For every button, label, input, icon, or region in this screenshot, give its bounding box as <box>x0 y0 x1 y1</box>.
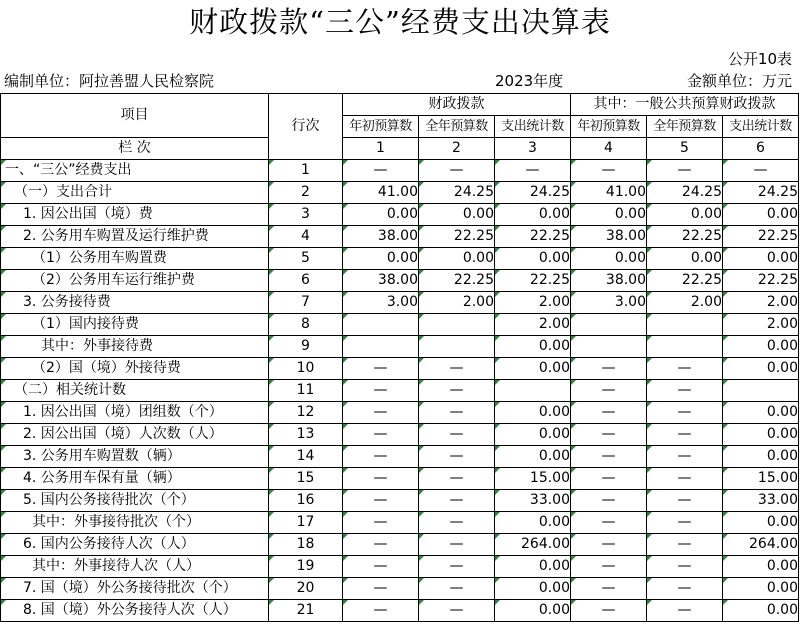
value-cell: — <box>343 402 419 424</box>
row-item-label: 7. 国（境）外公务接待批次（个） <box>1 578 269 600</box>
row-number: 5 <box>269 248 343 270</box>
value-cell: — <box>343 468 419 490</box>
value-cell: — <box>419 600 495 622</box>
header-row-no: 行次 <box>269 94 343 160</box>
row-number: 6 <box>269 270 343 292</box>
value-cell: — <box>571 534 647 556</box>
value-cell: 0.00 <box>723 446 799 468</box>
value-cell: 0.00 <box>495 402 571 424</box>
row-item-label: （一）支出合计 <box>1 182 269 204</box>
table-row <box>1 336 799 358</box>
value-cell <box>343 314 419 336</box>
expense-table-body <box>1 160 799 622</box>
value-cell: — <box>647 468 723 490</box>
table-row <box>1 358 799 380</box>
value-cell: — <box>343 424 419 446</box>
value-cell: — <box>647 578 723 600</box>
value-cell: 2.00 <box>495 314 571 336</box>
value-cell: 33.00 <box>723 490 799 512</box>
column-number: 1 <box>343 138 419 160</box>
value-cell: — <box>343 160 419 182</box>
row-item-label: （2）公务用车运行维护费 <box>1 270 269 292</box>
row-number: 10 <box>269 358 343 380</box>
header-item: 项目 <box>1 94 269 138</box>
value-cell: 264.00 <box>723 534 799 556</box>
value-cell: 0.00 <box>343 248 419 270</box>
table-row <box>1 380 799 402</box>
row-number: 21 <box>269 600 343 622</box>
value-cell: 0.00 <box>419 248 495 270</box>
value-cell: 0.00 <box>723 204 799 226</box>
value-cell: 0.00 <box>419 204 495 226</box>
value-cell: — <box>419 358 495 380</box>
row-number: 12 <box>269 402 343 424</box>
value-cell: — <box>419 446 495 468</box>
value-cell: — <box>647 490 723 512</box>
value-cell <box>571 314 647 336</box>
row-item-label: 3. 公务接待费 <box>1 292 269 314</box>
row-item-label: 2. 因公出国（境）人次数（人） <box>1 424 269 446</box>
header-col-actual-general: 支出统计数 <box>723 116 799 138</box>
value-cell: — <box>647 358 723 380</box>
row-number: 20 <box>269 578 343 600</box>
row-number: 14 <box>269 446 343 468</box>
row-item-label: 4. 公务用车保有量（辆） <box>1 468 269 490</box>
value-cell: 33.00 <box>495 490 571 512</box>
row-item-label: 2. 公务用车购置及运行维护费 <box>1 226 269 248</box>
value-cell: — <box>419 490 495 512</box>
table-row <box>1 314 799 336</box>
row-item-label: （1）国内接待费 <box>1 314 269 336</box>
value-cell: 22.25 <box>723 226 799 248</box>
column-number: 3 <box>495 138 571 160</box>
value-cell <box>419 314 495 336</box>
column-number: 4 <box>571 138 647 160</box>
value-cell: 22.25 <box>495 226 571 248</box>
table-row <box>1 534 799 556</box>
expense-table <box>0 93 799 622</box>
table-row <box>1 226 799 248</box>
table-row <box>1 204 799 226</box>
value-cell: 41.00 <box>571 182 647 204</box>
value-cell: 38.00 <box>571 226 647 248</box>
row-number: 7 <box>269 292 343 314</box>
value-cell: 15.00 <box>495 468 571 490</box>
row-number: 11 <box>269 380 343 402</box>
value-cell: — <box>571 600 647 622</box>
value-cell: 0.00 <box>495 336 571 358</box>
table-row <box>1 402 799 424</box>
table-row <box>1 292 799 314</box>
value-cell: — <box>571 446 647 468</box>
value-cell <box>647 336 723 358</box>
header-col-budget-initial: 年初预算数 <box>343 116 419 138</box>
value-cell: 22.25 <box>647 270 723 292</box>
row-item-label: 6. 国内公务接待人次（人） <box>1 534 269 556</box>
value-cell: 22.25 <box>419 270 495 292</box>
value-cell: 0.00 <box>723 512 799 534</box>
column-number: 6 <box>723 138 799 160</box>
value-cell: — <box>723 160 799 182</box>
row-item-label: 1. 因公出国（境）团组数（个） <box>1 402 269 424</box>
report-meta <box>0 70 800 92</box>
value-cell: 0.00 <box>647 204 723 226</box>
value-cell: 0.00 <box>495 358 571 380</box>
value-cell: 22.25 <box>419 226 495 248</box>
header-col-budget-full-general: 全年预算数 <box>647 116 723 138</box>
header-col-budget-initial-general: 年初预算数 <box>571 116 647 138</box>
value-cell: 38.00 <box>343 270 419 292</box>
value-cell: — <box>571 358 647 380</box>
row-number: 19 <box>269 556 343 578</box>
table-row <box>1 424 799 446</box>
header-group-general: 其中：一般公共预算财政拨款 <box>571 94 799 116</box>
value-cell: — <box>343 578 419 600</box>
value-cell: 0.00 <box>495 578 571 600</box>
value-cell: — <box>647 160 723 182</box>
value-cell: 0.00 <box>723 600 799 622</box>
value-cell: 0.00 <box>343 204 419 226</box>
value-cell: — <box>419 402 495 424</box>
table-row <box>1 600 799 622</box>
table-row <box>1 512 799 534</box>
value-cell: 0.00 <box>571 248 647 270</box>
row-item-label: 3. 公务用车购置数（辆） <box>1 446 269 468</box>
row-number: 4 <box>269 226 343 248</box>
header-column-index: 栏 次 <box>1 138 269 160</box>
value-cell: — <box>647 556 723 578</box>
value-cell: 24.25 <box>723 182 799 204</box>
value-cell: 2.00 <box>495 292 571 314</box>
value-cell <box>723 380 799 402</box>
value-cell: 41.00 <box>343 182 419 204</box>
value-cell: — <box>647 424 723 446</box>
value-cell: — <box>343 358 419 380</box>
row-number: 3 <box>269 204 343 226</box>
value-cell: — <box>495 160 571 182</box>
value-cell: 0.00 <box>495 556 571 578</box>
value-cell: — <box>647 600 723 622</box>
row-item-label: 其中：外事接待费 <box>1 336 269 358</box>
row-number: 18 <box>269 534 343 556</box>
value-cell: 24.25 <box>647 182 723 204</box>
value-cell: 3.00 <box>343 292 419 314</box>
value-cell: — <box>571 160 647 182</box>
value-cell: 24.25 <box>495 182 571 204</box>
value-cell: — <box>647 402 723 424</box>
value-cell: 3.00 <box>571 292 647 314</box>
value-cell: 0.00 <box>723 248 799 270</box>
row-item-label: 一、“三公”经费支出 <box>1 160 269 182</box>
value-cell: — <box>647 534 723 556</box>
value-cell: — <box>571 424 647 446</box>
value-cell: 22.25 <box>495 270 571 292</box>
value-cell: — <box>419 380 495 402</box>
report-year: 2023年度 <box>495 72 564 90</box>
row-item-label: 1. 因公出国（境）费 <box>1 204 269 226</box>
value-cell: — <box>343 534 419 556</box>
value-cell: — <box>343 556 419 578</box>
value-cell <box>571 336 647 358</box>
value-cell: — <box>419 160 495 182</box>
column-number: 2 <box>419 138 495 160</box>
row-number: 1 <box>269 160 343 182</box>
value-cell: — <box>571 512 647 534</box>
value-cell: — <box>571 380 647 402</box>
value-cell: 0.00 <box>495 424 571 446</box>
column-number: 5 <box>647 138 723 160</box>
table-row <box>1 468 799 490</box>
value-cell: 15.00 <box>723 468 799 490</box>
value-cell: 0.00 <box>571 204 647 226</box>
row-number: 16 <box>269 490 343 512</box>
header-col-budget-full: 全年预算数 <box>419 116 495 138</box>
value-cell: — <box>647 380 723 402</box>
table-row <box>1 556 799 578</box>
value-cell: 0.00 <box>723 402 799 424</box>
value-cell: — <box>419 556 495 578</box>
table-row <box>1 160 799 182</box>
row-item-label: （1）公务用车购置费 <box>1 248 269 270</box>
value-cell <box>419 336 495 358</box>
value-cell: — <box>647 512 723 534</box>
value-cell: — <box>571 468 647 490</box>
value-cell: 0.00 <box>723 336 799 358</box>
value-cell: 0.00 <box>723 578 799 600</box>
value-cell: 0.00 <box>723 358 799 380</box>
value-cell: 0.00 <box>495 248 571 270</box>
row-item-label: （二）相关统计数 <box>1 380 269 402</box>
table-row <box>1 182 799 204</box>
value-cell: — <box>647 446 723 468</box>
value-cell: — <box>571 578 647 600</box>
row-item-label: （2）国（境）外接待费 <box>1 358 269 380</box>
value-cell: 0.00 <box>647 248 723 270</box>
row-item-label: 其中：外事接待人次（人） <box>1 556 269 578</box>
table-row <box>1 248 799 270</box>
value-cell: — <box>343 490 419 512</box>
value-cell: 2.00 <box>419 292 495 314</box>
value-cell: — <box>571 402 647 424</box>
value-cell: — <box>343 600 419 622</box>
row-number: 8 <box>269 314 343 336</box>
value-cell: 38.00 <box>343 226 419 248</box>
value-cell: 2.00 <box>723 314 799 336</box>
value-cell: 38.00 <box>571 270 647 292</box>
table-row <box>1 446 799 468</box>
value-cell: — <box>571 556 647 578</box>
table-row <box>1 490 799 512</box>
value-cell <box>343 336 419 358</box>
row-number: 9 <box>269 336 343 358</box>
value-cell: 0.00 <box>495 600 571 622</box>
value-cell: — <box>419 468 495 490</box>
header-col-actual: 支出统计数 <box>495 116 571 138</box>
value-cell: 0.00 <box>723 424 799 446</box>
table-row <box>1 578 799 600</box>
value-cell: 264.00 <box>495 534 571 556</box>
value-cell: 0.00 <box>723 556 799 578</box>
value-cell: — <box>343 380 419 402</box>
value-cell: 0.00 <box>495 512 571 534</box>
value-cell <box>647 314 723 336</box>
value-cell: — <box>419 534 495 556</box>
row-number: 15 <box>269 468 343 490</box>
value-cell: 2.00 <box>723 292 799 314</box>
header-group-fiscal: 财政拨款 <box>343 94 571 116</box>
value-cell: — <box>343 512 419 534</box>
value-cell: 24.25 <box>419 182 495 204</box>
value-cell: — <box>343 446 419 468</box>
value-cell: 0.00 <box>495 204 571 226</box>
report-title: 财政拨款“三公”经费支出决算表 <box>189 5 611 39</box>
value-cell: 22.25 <box>647 226 723 248</box>
row-item-label: 其中：外事接待批次（个） <box>1 512 269 534</box>
row-number: 17 <box>269 512 343 534</box>
value-cell: — <box>419 512 495 534</box>
value-cell: 22.25 <box>723 270 799 292</box>
reporting-unit: 编制单位：阿拉善盟人民检察院 <box>4 72 215 90</box>
value-cell: — <box>571 490 647 512</box>
value-cell: — <box>419 424 495 446</box>
table-number: 公开10表 <box>727 50 792 68</box>
value-cell: 2.00 <box>647 292 723 314</box>
row-number: 13 <box>269 424 343 446</box>
money-unit: 金额单位：万元 <box>686 72 792 90</box>
row-number: 2 <box>269 182 343 204</box>
row-item-label: 8. 国（境）外公务接待人次（人） <box>1 600 269 622</box>
value-cell <box>495 380 571 402</box>
value-cell: 0.00 <box>495 446 571 468</box>
table-row <box>1 270 799 292</box>
row-item-label: 5. 国内公务接待批次（个） <box>1 490 269 512</box>
value-cell: — <box>419 578 495 600</box>
